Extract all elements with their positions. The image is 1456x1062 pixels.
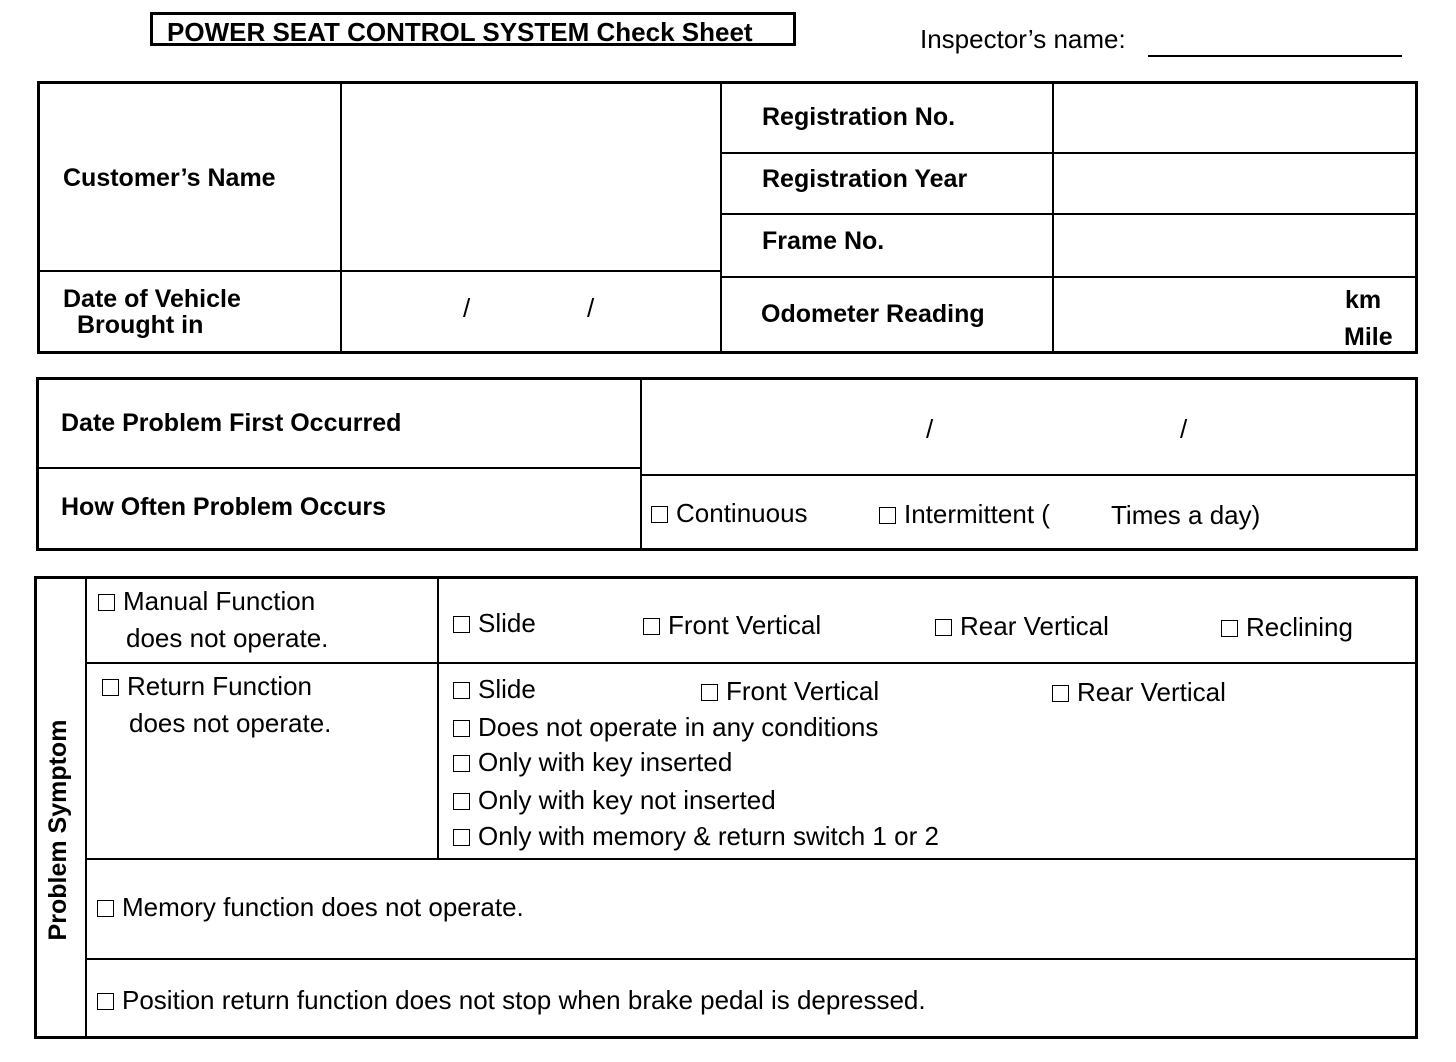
divider	[340, 83, 342, 352]
inspector-name-line[interactable]	[1148, 55, 1402, 57]
return-function-line2: does not operate.	[129, 708, 332, 738]
memory-function-label: Memory function does not operate.	[122, 892, 524, 922]
date-brought-separator-2: /	[587, 293, 595, 323]
problem-symptom-label: Problem Symptom	[44, 719, 72, 941]
return-condition-key-not-inserted-label: Only with key not inserted	[478, 785, 776, 815]
date-brought-label-line2: Brought in	[77, 311, 204, 339]
return-slide-label: Slide	[478, 674, 536, 704]
divider	[437, 578, 439, 860]
checkbox[interactable]	[453, 616, 470, 633]
checkbox[interactable]	[102, 679, 119, 696]
date-brought-separator-1: /	[463, 293, 471, 323]
manual-rear-vertical-label: Rear Vertical	[960, 611, 1109, 641]
checkbox[interactable]	[453, 682, 470, 699]
intermittent-label: Intermittent (	[904, 499, 1050, 529]
return-condition-key-inserted-label: Only with key inserted	[478, 747, 733, 777]
inspector-name-label: Inspector’s name:	[920, 24, 1126, 54]
divider	[1052, 83, 1054, 352]
manual-reclining-option[interactable]	[1221, 613, 1353, 641]
checkbox[interactable]	[453, 755, 470, 772]
date-brought-field[interactable]	[344, 274, 718, 350]
manual-rear-vertical-option[interactable]	[935, 612, 1109, 640]
checkbox[interactable]	[643, 618, 660, 635]
memory-function-option[interactable]	[97, 893, 524, 921]
checkbox[interactable]	[1052, 685, 1069, 702]
checkbox[interactable]	[97, 900, 114, 917]
divider	[720, 83, 722, 352]
checkbox[interactable]	[701, 684, 718, 701]
manual-front-vertical-option[interactable]	[643, 611, 821, 639]
checkbox[interactable]	[453, 720, 470, 737]
manual-slide-option[interactable]	[453, 609, 536, 637]
date-first-separator-1: /	[926, 414, 934, 444]
divider	[86, 662, 1416, 664]
divider	[640, 379, 642, 549]
registration-no-label: Registration No.	[762, 103, 956, 131]
checkbox[interactable]	[453, 829, 470, 846]
return-rear-vertical-option[interactable]	[1052, 678, 1226, 706]
position-return-option[interactable]	[97, 986, 926, 1014]
checkbox[interactable]	[935, 619, 952, 636]
return-condition-any-label: Does not operate in any conditions	[478, 712, 879, 742]
customer-name-field[interactable]	[344, 86, 718, 268]
sheet-title: POWER SEAT CONTROL SYSTEM Check Sheet	[150, 12, 796, 46]
date-brought-label-line1: Date of Vehicle	[63, 285, 241, 313]
return-condition-key-inserted[interactable]	[453, 748, 732, 776]
how-often-label: How Often Problem Occurs	[61, 493, 387, 521]
manual-slide-label: Slide	[478, 608, 536, 638]
return-condition-key-not-inserted[interactable]	[453, 786, 776, 814]
checkbox[interactable]	[879, 507, 896, 524]
divider	[38, 467, 641, 469]
registration-year-label: Registration Year	[762, 165, 968, 193]
intermittent-option[interactable]	[879, 500, 1050, 528]
return-function-line1: Return Function	[127, 671, 312, 701]
manual-function-line1: Manual Function	[123, 586, 316, 616]
return-condition-memory-switch[interactable]	[453, 822, 939, 850]
divider	[39, 270, 721, 272]
continuous-label: Continuous	[676, 498, 808, 528]
registration-year-field[interactable]	[1056, 156, 1414, 211]
times-a-day-label: Times a day)	[1111, 500, 1261, 530]
divider	[86, 958, 1416, 960]
return-condition-memory-switch-label: Only with memory & return switch 1 or 2	[478, 821, 939, 851]
return-rear-vertical-label: Rear Vertical	[1077, 677, 1226, 707]
manual-function-option[interactable]	[98, 587, 315, 615]
odometer-unit-mile: Mile	[1344, 323, 1393, 351]
checkbox[interactable]	[453, 793, 470, 810]
manual-function-line2: does not operate.	[126, 623, 329, 653]
customer-name-label: Customer’s Name	[63, 164, 276, 192]
manual-front-vertical-label: Front Vertical	[668, 610, 822, 640]
date-first-occurred-label: Date Problem First Occurred	[61, 409, 402, 437]
divider	[721, 152, 1416, 154]
return-condition-any[interactable]	[453, 713, 878, 741]
frame-no-field[interactable]	[1056, 217, 1414, 274]
odometer-label: Odometer Reading	[761, 300, 985, 328]
problem-symptom-label-cell	[42, 710, 76, 950]
divider	[641, 474, 1416, 476]
date-first-separator-2: /	[1180, 414, 1188, 444]
checkbox[interactable]	[97, 993, 114, 1010]
continuous-option[interactable]	[651, 499, 808, 527]
divider	[86, 858, 1416, 860]
odometer-field[interactable]	[1056, 280, 1336, 350]
divider	[721, 213, 1416, 215]
return-front-vertical-label: Front Vertical	[726, 676, 880, 706]
checkbox[interactable]	[651, 506, 668, 523]
frame-no-label: Frame No.	[762, 227, 885, 255]
return-function-option[interactable]	[102, 672, 312, 700]
return-slide-option[interactable]	[453, 675, 536, 703]
checkbox[interactable]	[1221, 620, 1238, 637]
date-first-occurred-field[interactable]	[644, 390, 1414, 472]
checkbox[interactable]	[98, 594, 115, 611]
divider	[85, 578, 87, 1037]
return-front-vertical-option[interactable]	[701, 677, 879, 705]
position-return-label: Position return function does not stop when brake pedal is depressed.	[122, 985, 926, 1015]
odometer-unit-km: km	[1345, 286, 1382, 314]
registration-no-field[interactable]	[1056, 94, 1414, 150]
divider	[721, 276, 1416, 278]
manual-reclining-label: Reclining	[1246, 612, 1353, 642]
